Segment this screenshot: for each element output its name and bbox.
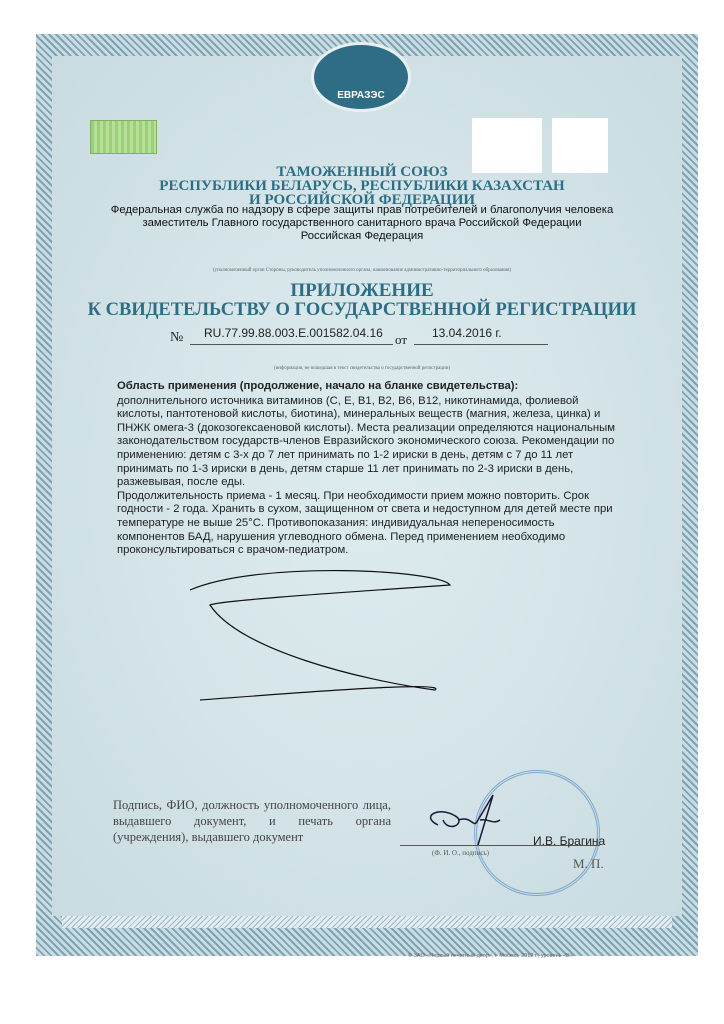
title-certificate: К СВИДЕТЕЛЬСТВУ О ГОСУДАРСТВЕННОЙ РЕГИСТРАЦИИ bbox=[87, 300, 637, 320]
signer-caption: (Ф. И. О., подпись) bbox=[432, 849, 489, 857]
scope-text-2: Продолжительность приема - 1 месяц. При необходимости прием можно повторить. Срок годности - 2 года. Хранить в сухом, защищенном от света и недоступном для детей месте при температуре не выше 25°С. Противопоказания: индивидуальная непереносимость компонентов БАД, нарушения углеводного обмена. Перед применением необходимо проконсультироваться с врачом-педиатром. bbox=[117, 489, 613, 557]
header-union: ТАМОЖЕННЫЙ СОЮЗ bbox=[276, 164, 448, 180]
registration-number: RU.77.99.88.003.E.001582.04.16 bbox=[204, 326, 383, 340]
seal-label: М. П. bbox=[573, 856, 604, 871]
authority-line-3: Российская Федерация bbox=[300, 230, 424, 242]
number-underline bbox=[190, 344, 393, 345]
date-label: от bbox=[395, 332, 408, 347]
signer-name: И.В. Брагина bbox=[533, 834, 606, 848]
registration-date: 13.04.2016 г. bbox=[432, 326, 502, 340]
printer-imprint: © ЗАО «Первый печатный двор», г. Москва, 2012 г., уровень «В» bbox=[408, 953, 573, 959]
signature-caption: Подпись, ФИО, должность уполномоченного лица, выдавшего документ, и печать органа (учреждения), выдавшего документ bbox=[113, 798, 391, 844]
authority-caption: (уполномоченный орган Стороны, руководитель уполномоченного органа, наименование административно-территориального образования) bbox=[212, 268, 512, 273]
scope-heading: Область применения (продолжение, начало на бланке свидетельства): bbox=[117, 380, 519, 392]
authority-line-1: Федеральная служба по надзору в сфере защиты прав потребителей и благополучия человека bbox=[110, 204, 614, 216]
header-federation: И РОССИЙСКОЙ ФЕДЕРАЦИИ bbox=[248, 192, 476, 208]
scope-section bbox=[117, 380, 617, 558]
title-appendix: ПРИЛОЖЕНИЕ bbox=[290, 280, 434, 301]
hologram-sticker bbox=[90, 120, 157, 154]
number-label: № bbox=[170, 330, 184, 345]
handwritten-signature bbox=[418, 790, 508, 850]
scope-text: дополнительного источника витаминов (С, Е, В1, В2, В6, В12, никотинамида, фолиевой кислоты, пантотеновой кислоты, биотина), минеральных веществ (магния, железа, цинка) и ПНЖК омега-3 (докозогексаеновой кислоты). Места реализации определяются национальным законодательством государств-членов Евразийского экономического союза. Рекомендации по применению: детям с 3-х до 7 лет принимать по 1-2 ириски в день, детям с 7 до 11 лет принимать по 1-3 ириски в день, детям старше 11 лет принимать по 2-3 ириски в день, разжевывая, после еды. bbox=[117, 394, 616, 489]
diagonal-cancel-line bbox=[180, 560, 480, 710]
evrazes-emblem-logo: ЕВРАЗЭС bbox=[311, 42, 411, 112]
registration-caption: (информация, не вошедшая в текст свидетельства о государственной регистрации) bbox=[273, 366, 451, 371]
header-republics: РЕСПУБЛИКИ БЕЛАРУСЬ, РЕСПУБЛИКИ КАЗАХСТАН bbox=[159, 178, 565, 194]
date-underline bbox=[414, 344, 548, 345]
authority-line-2: заместитель Главного государственного санитарного врача Российской Федерации bbox=[142, 217, 582, 229]
